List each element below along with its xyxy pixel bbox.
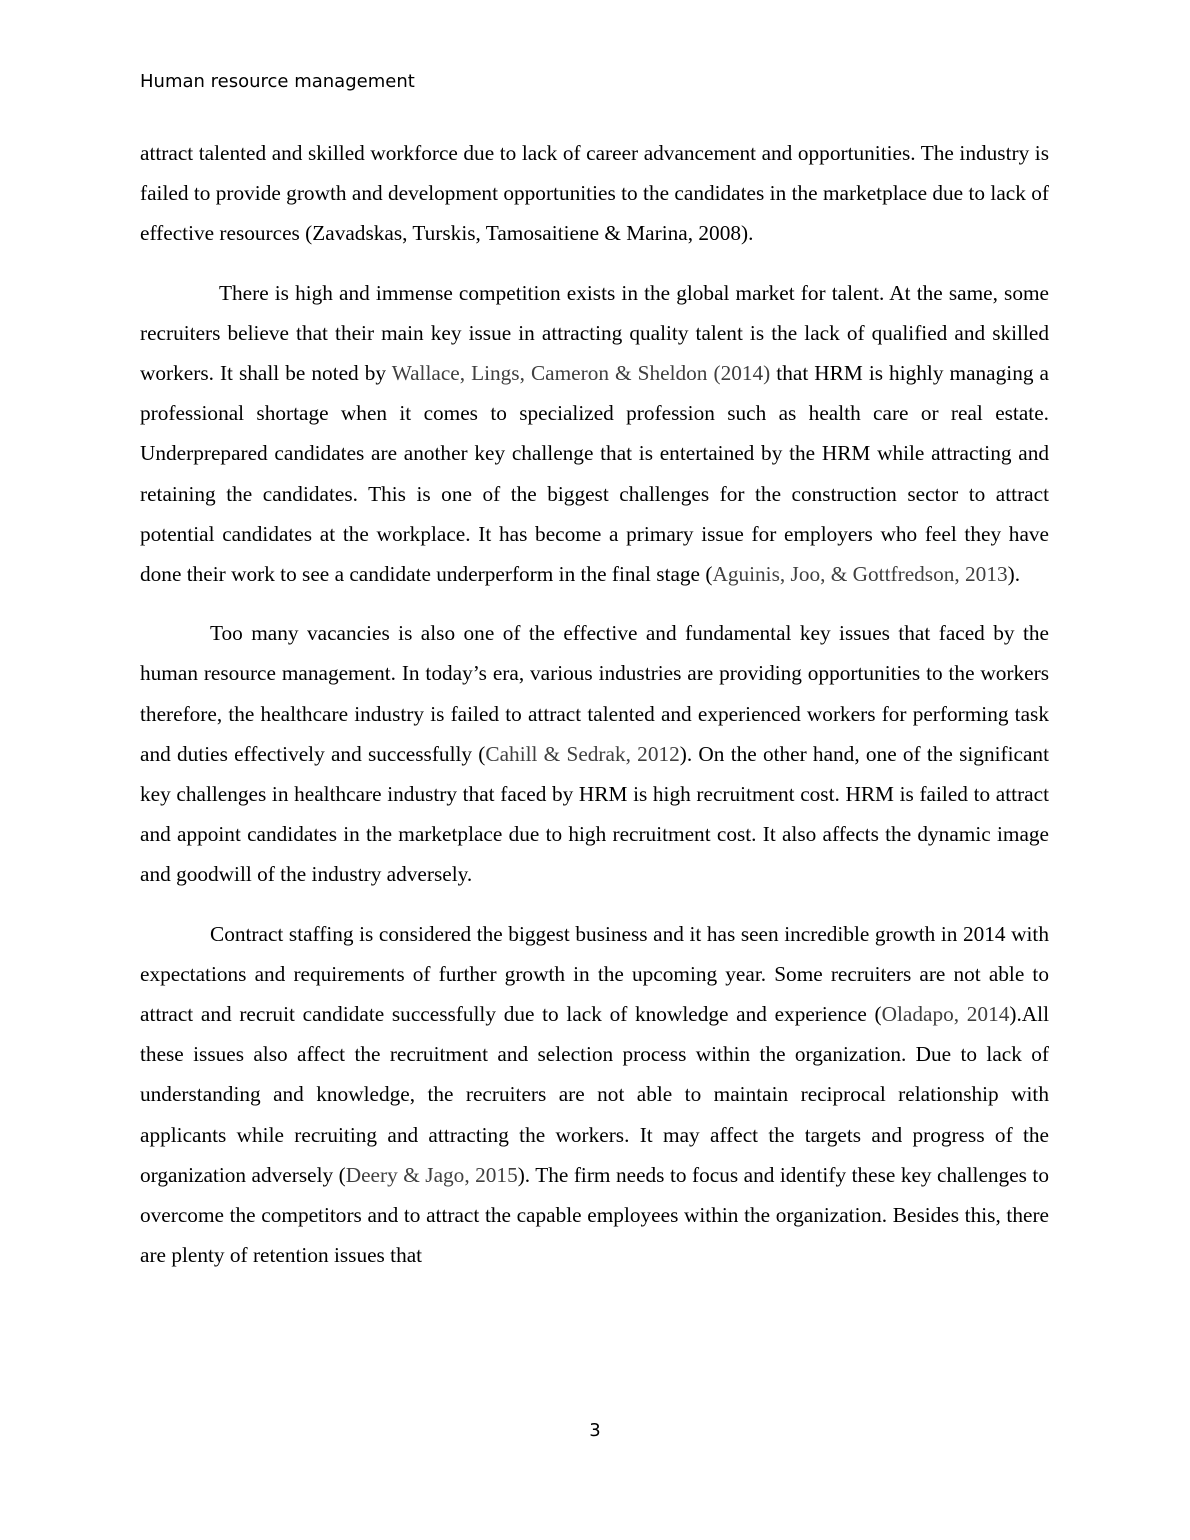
- citation-aguinis: Aguinis, Joo, & Gottfredson, 2013: [712, 562, 1008, 587]
- paragraph-1-text: attract talented and skilled workforce due to lack of career advancement and opportunities. The industry is failed to provide growth and development opportunities to the candidates in the marketplace due to lack of effective resources (Zavadskas, Turskis, Tamosaitiene & Marina, 2008).: [140, 141, 1049, 246]
- page-header: Human resource management: [140, 71, 415, 92]
- paragraph-2-text-1: There is high and immense competition exists in the global market for talent. At the same, some recruiters believe that their main key issue in attracting quality talent is the lack of qualified and skilled workers. It shall be noted by: [140, 280, 1049, 386]
- document-body: [140, 133, 1049, 1294]
- citation-oladapo: Oladapo, 2014: [881, 1002, 1010, 1027]
- paragraph-2-text-3: ).: [1007, 562, 1021, 587]
- paragraph-4-text-2: ).All these issues also affect the recruitment and selection process within the organization. Due to lack of understanding and knowledge, the recruiters are not able to maintain reciprocal relationship with applicants while recruiting and attracting the workers. It may affect the targets and progress of the organization adversely (: [140, 1002, 1050, 1187]
- paragraph-2-text-2: that HRM is highly managing a professional shortage when it comes to specialized profession such as health care or real estate. Underprepared candidates are another key challenge that is entertained by the HRM while attracting and retaining the candidates. This is one of the biggest challenges for the construction sector to attract potential candidates at the workplace. It has become a primary issue for employers who feel they have done their work to see a candidate underperform in the final stage (: [140, 361, 1049, 587]
- paragraph-3-text-1: Too many vacancies is also one of the effective and fundamental key issues that faced by the human resource management. In today’s era, various industries are providing opportunities to the workers therefore, the healthcare industry is failed to attract talented and experienced workers for performing task and duties effectively and successfully (: [140, 621, 1049, 766]
- citation-cahill: Cahill & Sedrak, 2012: [485, 741, 680, 766]
- citation-wallace: Wallace, Lings, Cameron & Sheldon (2014): [391, 361, 771, 386]
- paragraph-2: [140, 273, 1049, 595]
- paragraph-1: [140, 133, 1049, 254]
- paragraph-3: [140, 613, 1049, 894]
- paragraph-3-text-2: ). On the other hand, one of the significant key challenges in healthcare industry that faced by HRM is high recruitment cost. HRM is failed to attract and appoint candidates in the marketplace due to high recruitment cost. It also affects the dynamic image and goodwill of the industry adversely.: [140, 741, 1049, 887]
- page-number: 3: [589, 1420, 601, 1441]
- paragraph-4: [140, 914, 1049, 1276]
- paragraph-4-text-1: Contract staffing is considered the biggest business and it has seen incredible growth in 2014 with expectations and requirements of further growth in the upcoming year. Some recruiters are not able to attract and recruit candidate successfully due to lack of knowledge and experience (: [140, 921, 1049, 1027]
- citation-deery: Deery & Jago, 2015: [345, 1162, 518, 1187]
- paragraph-4-text-3: ). The firm needs to focus and identify these key challenges to overcome the competitors and to attract the capable employees within the organization. Besides this, there are plenty of retention issues that: [140, 1162, 1049, 1268]
